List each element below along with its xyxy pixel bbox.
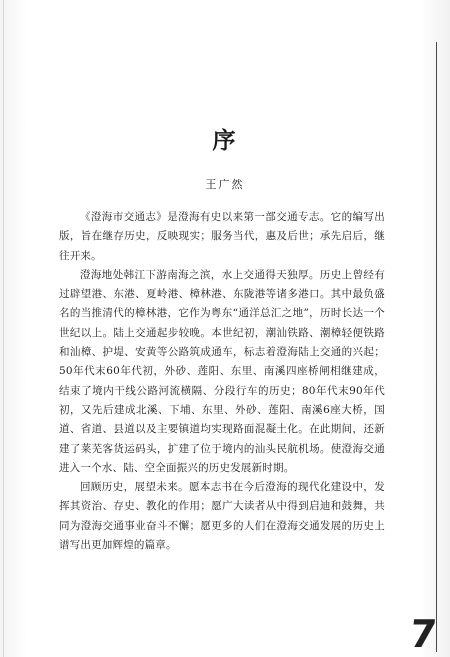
paragraph-2: 澄海地处韩江下游南海之滨，水上交通得天独厚。历史上曾经有过辟望港、东港、夏岭港、樟林港、东陇港等诸多港口。其中最负盛名的当推清代的樟林港，它作为粤东“通洋总汇之地”，历时长达一个世纪以上。陆上交通起步较晚。本世纪初，潮汕铁路、潮樟轻便铁路和汕樟、护堤、安黄等公路筑成通车，标志着澄海陆上交通的兴起；50年代末60年代初，外砂、莲阳、东里、南溪四座桥闸相继建成，结束了境内干线公路河流横隔、分段行车的历史；80年代末90年代初，又先后建成北溪、下埔、东里、外砂、莲阳、南溪6座大桥，国道、省道、县道以及主要镇道均实现路面混凝土化。在此期间，还新建了莱芜客货运码头，扩建了位于境内的汕头民航机场。使澄海交通进入一个水、陆、空全面振兴的历史发展新时期。 — [59, 268, 385, 474]
scan-left-edge — [3, 0, 4, 657]
paragraph-3: 回顾历史，展望未来。愿本志书在今后澄海的现代化建设中，发挥其资治、存史、教化的作用；愿广大读者从中得到启迪和鼓舞，共同为澄海交通事业奋斗不懈；愿更多的人们在澄海交通发展的历史上谱写出更加辉煌的篇章。 — [59, 481, 385, 552]
preface-body — [59, 208, 385, 555]
handwritten-page-number: 7 — [407, 612, 439, 656]
page-title: 序 — [212, 127, 238, 154]
paragraph-1: 《澄海市交通志》是澄海有史以来第一部交通专志。它的编写出版，旨在继存历史，反映现实；服务当代，惠及后世；承先启后，继往开来。 — [59, 211, 385, 262]
author-name: 王广然 — [205, 178, 245, 191]
